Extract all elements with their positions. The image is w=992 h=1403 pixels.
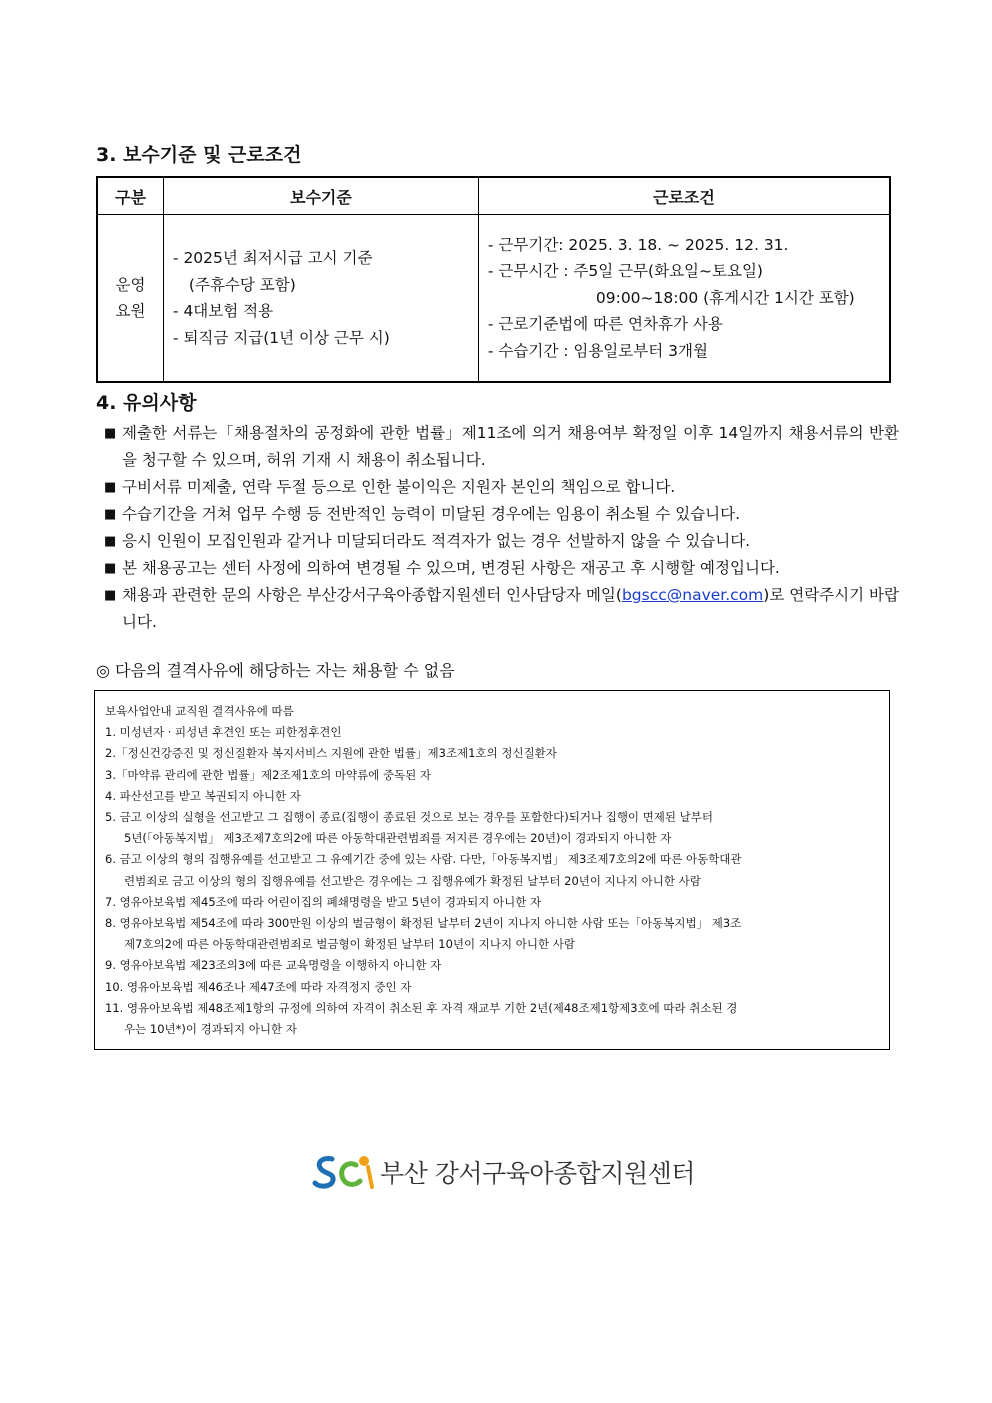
square-bullet-icon: ■ <box>104 426 117 441</box>
list-item: 5. 금고 이상의 실형을 선고받고 그 집행이 종료(집행이 종료된 것으로 보는 경우를 포함한다)되거나 집행이 면제된 날부터 <box>105 810 714 825</box>
list-item: ■ 수습기간을 거쳐 업무 수행 등 전반적인 능력이 미달된 경우에는 임용이 취소될 수 있습니다. <box>104 501 899 528</box>
table-row <box>97 215 890 383</box>
list-item-continuation: 5년(「아동복지법」 제3조제7호의2에 따른 아동학대관련범죄를 저지른 경우에는 20년)이 경과되지 아니한 자 <box>124 831 672 846</box>
list-item: ■ 채용과 관련한 문의 사항은 부산강서구육아종합지원센터 인사담당자 메일(bgscc@naver.com)로 연락주시기 바랍니다. <box>104 582 899 636</box>
list-item: 1. 미성년자 · 피성년 후견인 또는 피한정후견인 <box>105 725 342 740</box>
section-4-title: 4. 유의사항 <box>96 392 197 414</box>
list-item: ■ 본 채용공고는 센터 사정에 의하여 변경될 수 있으며, 변경된 사항은 재공고 후 시행할 예정입니다. <box>104 555 899 582</box>
work-line: - 근로기준법에 따른 연차휴가 사용 <box>487 315 723 334</box>
square-bullet-icon: ■ <box>104 588 117 603</box>
disqualification-intro: 보육사업안내 교직원 결격사유에 따름 <box>105 704 294 718</box>
notes-list <box>104 420 899 636</box>
work-line: 09:00~18:00 (휴게시간 1시간 포함) <box>595 288 855 307</box>
header-work-conditions: 근로조건 <box>478 177 890 215</box>
contact-email-link[interactable]: bgscc@naver.com <box>621 586 764 604</box>
header-pay-standard: 보수기준 <box>163 177 478 215</box>
pay-line: - 2025년 최저시급 고시 기준 <box>172 249 373 267</box>
center-logo-icon <box>312 1153 374 1191</box>
disqualification-box <box>94 690 890 1050</box>
work-line: - 근무시간 : 주5일 근무(화요일~토요일) <box>487 262 763 281</box>
section-3-title: 3. 보수기준 및 근로조건 <box>96 144 302 166</box>
list-item: 8. 영유아보육법 제54조에 따라 300만원 이상의 벌금형이 확정된 날부터 2년이 지나지 아니한 사람 또는「아동복지법」 제3조 <box>105 916 742 931</box>
header-category: 구분 <box>97 177 163 215</box>
pay-line: - 4대보험 적용 <box>172 302 274 320</box>
work-line: - 근무기간: 2025. 3. 18. ~ 2025. 12. 31. <box>487 235 789 254</box>
work-conditions-cell <box>478 215 890 383</box>
pay-line: (주휴수당 포함) <box>188 275 296 294</box>
list-item: 7. 영유아보육법 제45조에 따라 어린이집의 폐쇄명령을 받고 5년이 경과되지 아니한 자 <box>105 894 542 909</box>
list-item: 9. 영유아보육법 제23조의3에 따른 교육명령을 이행하지 아니한 자 <box>105 958 442 973</box>
footer <box>312 1152 695 1192</box>
row-label: 운영 요원 <box>97 215 163 383</box>
pay-line: - 퇴직금 지급(1년 이상 근무 시) <box>172 328 390 347</box>
org-name: 부산 강서구육아종합지원센터 <box>380 1159 695 1188</box>
list-item: 10. 영유아보육법 제46조나 제47조에 따라 자격정지 중인 자 <box>105 979 412 994</box>
list-item: ■ 제출한 서류는「채용절차의 공정화에 관한 법률」제11조에 의거 채용여부 확정일 이후 14일까지 채용서류의 반환을 청구할 수 있으며, 허위 기재 시 채용이 취소됩니다. <box>104 420 899 474</box>
square-bullet-icon: ■ <box>104 480 117 495</box>
list-item: ■ 구비서류 미제출, 연락 두절 등으로 인한 불이익은 지원자 본인의 책임으로 합니다. <box>104 474 899 501</box>
list-item: 2.「정신건강증진 및 정신질환자 복지서비스 지원에 관한 법률」제3조제1호의 정신질환자 <box>105 746 557 761</box>
list-item-continuation: 련범죄로 금고 이상의 형의 집행유예를 선고받은 경우에는 그 집행유예가 확정된 날부터 20년이 지나지 아니한 사람 <box>124 873 701 888</box>
table-header-row <box>97 177 890 215</box>
list-item: 6. 금고 이상의 형의 집행유예를 선고받고 그 유예기간 중에 있는 사람. 다만,「아동복지법」 제3조제7호의2에 따른 아동학대관 <box>105 852 742 867</box>
pay-conditions-table <box>96 176 891 383</box>
list-item: 4. 파산선고를 받고 복권되지 아니한 자 <box>105 788 301 803</box>
work-line: - 수습기간 : 임용일로부터 3개월 <box>487 341 708 360</box>
list-item-continuation: 제7호의2에 따른 아동학대관련범죄로 벌금형이 확정된 날부터 10년이 지나지 아니한 사람 <box>124 937 575 952</box>
list-item: 3.「마약류 관리에 관한 법률」제2조제1호의 마약류에 중독된 자 <box>105 767 432 782</box>
square-bullet-icon: ■ <box>104 534 117 549</box>
list-item-continuation: 우는 10년*)이 경과되지 아니한 자 <box>124 1022 297 1037</box>
list-item: ■ 응시 인원이 모집인원과 같거나 미달되더라도 적격자가 없는 경우 선발하지 않을 수 있습니다. <box>104 528 899 555</box>
disqualification-heading: ◎ 다음의 결격사유에 해당하는 자는 채용할 수 없음 <box>96 661 455 680</box>
list-item: 11. 영유아보육법 제48조제1항의 규정에 의하여 자격이 취소된 후 자격 재교부 기한 2년(제48조제1항제3호에 따라 취소된 경 <box>105 1000 738 1015</box>
pay-standard-cell <box>163 215 478 383</box>
square-bullet-icon: ■ <box>104 507 117 522</box>
square-bullet-icon: ■ <box>104 561 117 576</box>
